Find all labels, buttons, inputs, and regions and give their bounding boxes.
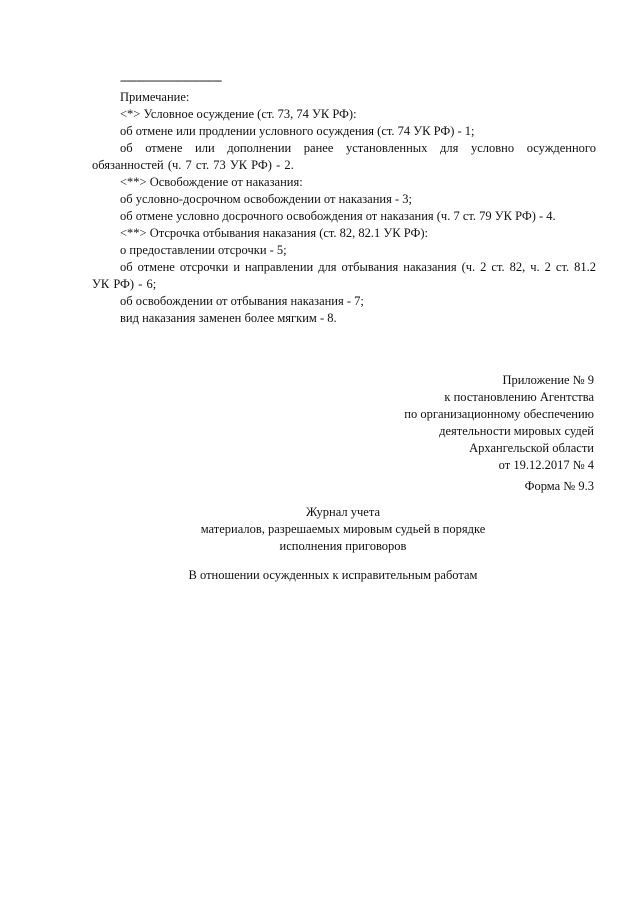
appendix-number: Приложение № 9 (502, 373, 594, 387)
journal-title-block (0, 504, 640, 555)
appendix-header (234, 372, 594, 474)
footnotes-section (92, 72, 596, 327)
footnote-item-6: об отмене отсрочки и направлении для отбывания наказания (ч. 2 ст. 82, ч. 2 ст. 81.2 УК РФ) - 6; (92, 260, 596, 291)
footnote-item-2: об отмене или дополнении ранее установленных для условно осужденного обязанностей (ч. 7 ст. 73 УК РФ) - 2. (92, 141, 596, 172)
footnote-item-3: об условно-досрочном освобождении от наказания - 3; (120, 192, 412, 206)
journal-title: Журнал учета (305, 505, 381, 519)
form-number: Форма № 9.3 (524, 479, 594, 493)
appendix-line: Архангельской области (469, 441, 594, 455)
footnotes-heading: Примечание: (120, 90, 190, 104)
appendix-line: деятельности мировых судей (439, 424, 594, 438)
appendix-date: от 19.12.2017 № 4 (498, 458, 594, 472)
footnote-release: <**> Освобождение от наказания: (120, 175, 303, 189)
relation-statement: В отношении осужденных к исправительным работам (188, 568, 478, 582)
journal-subtitle: исполнения приговоров (279, 539, 407, 553)
appendix-line: по организационному обеспечению (404, 407, 594, 421)
footnote-item-1: об отмене или продлении условного осуждения (ст. 74 УК РФ) - 1; (120, 124, 475, 138)
appendix-line: к постановлению Агентства (444, 390, 594, 404)
footnote-item-5: о предоставлении отсрочки - 5; (120, 243, 287, 257)
footnote-item-7: об освобождении от отбывания наказания - 7; (120, 294, 364, 308)
footnote-item-4: об отмене условно досрочного освобождения от наказания (ч. 7 ст. 79 УК РФ) - 4. (120, 209, 556, 223)
footnote-conditional-sentence: <*> Условное осуждение (ст. 73, 74 УК РФ): (120, 107, 357, 121)
footnote-separator: -------------------------------- (120, 73, 222, 87)
footnote-deferral: <**> Отсрочка отбывания наказания (ст. 82, 82.1 УК РФ): (120, 226, 428, 240)
footnote-item-8: вид наказания заменен более мягким - 8. (120, 311, 337, 325)
journal-subtitle: материалов, разрешаемых мировым судьей в порядке (200, 522, 486, 536)
